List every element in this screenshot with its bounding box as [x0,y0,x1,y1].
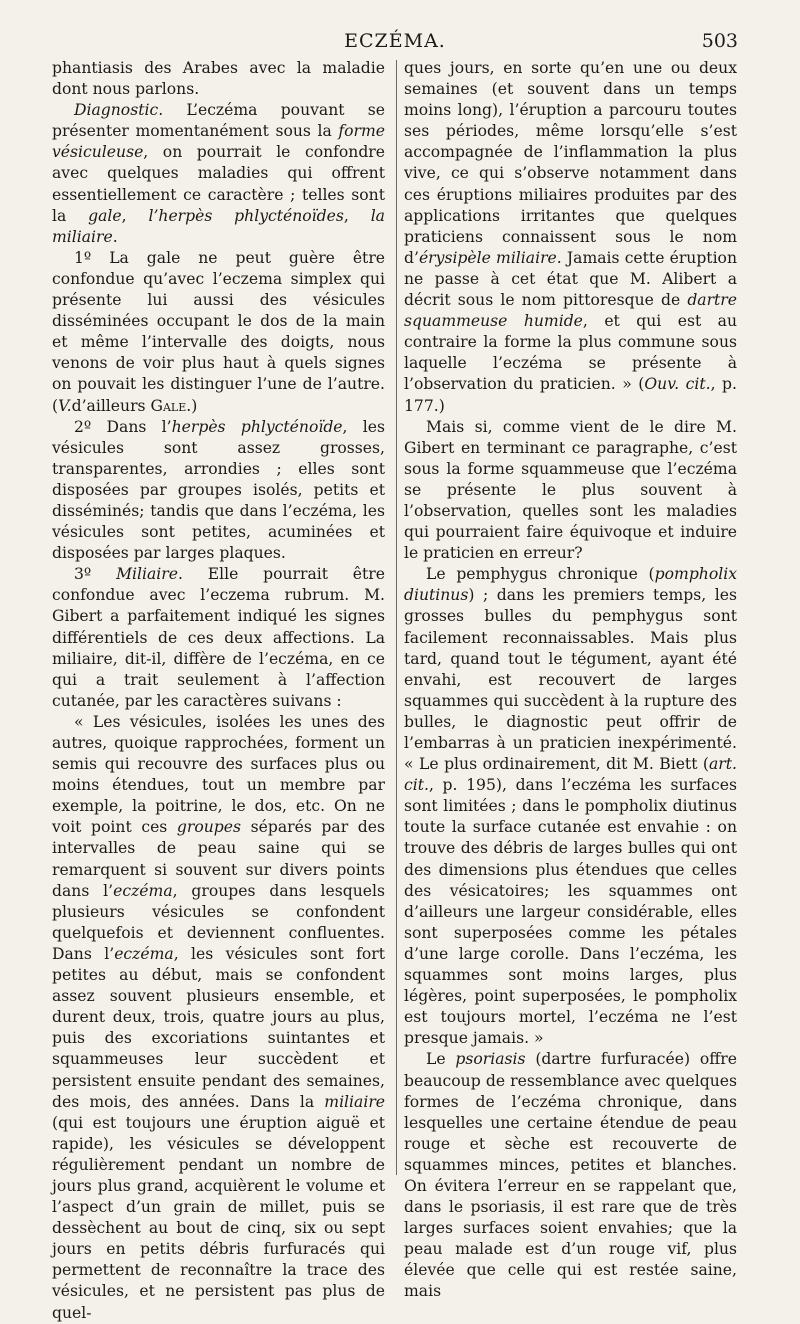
paragraph-quotation: « Les vésicules, isolées les unes des autres, quoique rapprochées, forment un semis qui recouvre des surfaces plus ou moins étendues, tout un membre par exemple, la poitrine, le dos, etc. On ne voit point ces groupes séparés par des intervalles de peau saine qui se remarquent si souvent sur divers points dans l’eczéma, groupes dans lesquels plusieurs vésicules se confondent quelquefois et deviennent confluentes. Dans l’eczéma, les vésicules sont fort petites au début, mais se confondent assez souvent plusieurs ensemble, et durent deux, trois, quatre jours au plus, puis des excoriations suintantes et squammeuses leur succèdent et persistent ensuite pendant des semaines, des mois, des années. Dans la miliaire (qui est toujours une éruption aiguë et rapide), les vésicules se développent régulièrement pendant un nombre de jours plus grand, acquièrent le volume et l’aspect d’un grain de millet, puis se dessèchent au bout de cinq, six ou sept jours en petits débris furfuracés qui permettent de reconnaître la trace des vésicules, et ne persistent pas plus de quel- [52,712,386,1322]
paragraph-miliaire: 3º Miliaire. Elle pourrait être confondue avec l’eczema rubrum. M. Gibert a parfaitement indiqué les signes différentiels de ces deux affections. La miliaire, dit-il, diffère de l’eczéma, en ce qui a trait seulement à l’affection cutanée, par les caractères suivans : [52,565,385,710]
right-column [404,58,737,1303]
paragraph-psoriasis: Le psoriasis (dartre furfuracée) offre beaucoup de ressemblance avec quelques formes de l’eczéma chronique, dans lesquelles une certaine étendue de peau rouge et sèche est recouverte de squammes minces, petites et blanches. On évitera l’erreur en se rappelant que, dans le psoriasis, il est rare que de très larges surfaces soient envahies; que la peau malade est d’un rouge vif, plus élevée que celle qui est restée saine, mais [404,1050,737,1301]
paragraph: phantiasis des Arabes avec la maladie dont nous parlons. [52,59,385,99]
paragraph: ques jours, en sorte qu’en une ou deux semaines (et souvent dans un temps moins long), l’éruption a parcouru toutes ses périodes, même lorsqu’elle s’est accompagnée de l’inflammation la plus vive, ce qui s’observe notamment dans ces éruptions miliaires produites par des applications irritantes que quelques praticiens connaissent sous le nom d’érysipèle miliaire. Jamais cette éruption ne passe à cet état que M. Alibert a décrit sous le nom pittoresque de dartre squammeuse humide, et qui est au contraire la forme la plus commune sous laquelle l’eczéma se présente à l’observation du praticien. » (Ouv. cit., p. 177.) [404,59,737,415]
left-column [52,58,385,1324]
paragraph-pemphygus: Le pemphygus chronique (pompholix diutinus) ; dans les premiers temps, les grosses bulles du pemphygus sont facilement reconnaissables. Mais plus tard, quand tout le tégument, ayant été envahi, est recouvert de larges squammes qui succèdent à la rupture des bulles, le diagnostic peut offrir de l’embarras à un praticien inexpérimenté. « Le plus ordinairement, dit M. Biett (art. cit., p. 195), dans l’eczéma les surfaces sont limitées ; dans le pompholix diutinus toute la surface cutanée est envahie : on trouve des débris de larges bulles qui ont des dimensions plus étendues que celles des vésicatoires; les squammes ont d’ailleurs une largeur considérable, elles sont superposées comme les pétales d’une large corolle. Dans l’eczéma, les squammes sont moins larges, plus légères, point superposées, le pompholix est toujours mortel, l’eczéma ne l’est presque jamais. » [404,565,737,1048]
paragraph-herpes: 2º Dans l’herpès phlycténoïde, les vésicules sont assez grosses, transparentes, arrondies ; elles sont disposées par groupes isolés, petits et disséminés; tandis que dans l’eczéma, les vésicules sont petites, acuminées et disposées par larges plaques. [52,417,385,563]
paragraph: Mais si, comme vient de le dire M. Gibert en terminant ce paragraphe, c’est sous la forme squammeuse que l’eczéma se présente le plus souvent à l’observation, quelles sont les maladies qui pourraient faire équivoque et induire le praticien en erreur? [404,417,737,563]
paragraph-diagnostic: Diagnostic. L’eczéma pouvant se présenter momentanément sous la forme vésiculeuse, on pourrait le confondre avec quelques maladies qui offrent essentiellement ce caractère ; telles sont la gale, l’herpès phlycténoïdes, la miliaire. [52,101,385,246]
page-number: 503 [701,30,738,52]
running-head: ECZÉMA. [344,30,446,52]
paragraph-gale: 1º La gale ne peut guère être confondue qu’avec l’eczema simplex qui présente lui aussi des vésicules disséminées occupant le dos de la main et même l’intervalle des doigts, nous venons de voir plus haut à quels signes on pouvait les distinguer l’une de l’autre. (V.d’ailleurs Gale.) [52,248,385,415]
page-header [52,30,738,56]
column-rule [396,60,397,1175]
section-heading: Diagnostic. [74,101,164,120]
